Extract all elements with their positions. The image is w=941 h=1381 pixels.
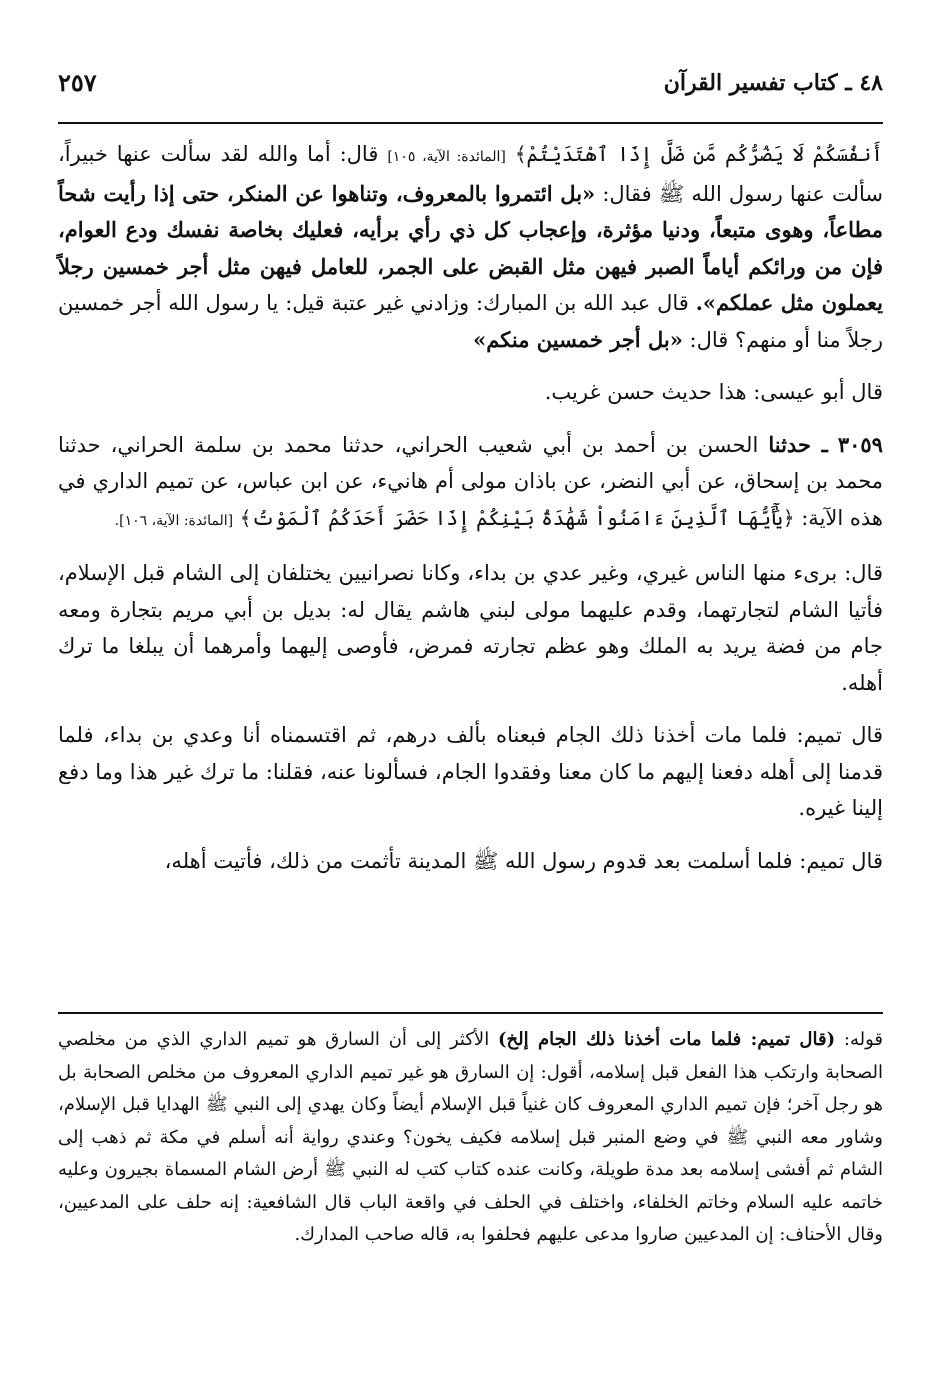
footnote-divider — [58, 1012, 883, 1014]
hadith-number: ٣٠٥٩ — [837, 431, 883, 457]
narration-text: قال عبد الله بن المبارك: وزادني غير عتبة قيل: يا رسول الله أجر خمسين رجلاً منا أو منهم؟ قال: — [58, 291, 883, 352]
prophetic-saying: «بل ائتمروا بالمعروف، وتناهوا عن المنكر، حتى إذا رأيت شحاً مطاعاً، وهوى متبعاً، ودنيا مؤثرة، وإعجاب كل ذي رأي برأيه، فعليك بخاصة نفسك ودع العوام، فإن من ورائكم أياماً الصبر فيهن مثل القبض على الجمر، للعامل فيهن مثل أجر خمسين رجلاً يعملون مثل عملكم». — [58, 180, 883, 315]
footnote — [58, 1024, 883, 1252]
footnote-text: الأكثر إلى أن السارق هو تميم الداري الذي من مخلصي الصحابة وارتكب هذا الفعل قبل إسلامه، أقول: إن السارق هو غير تميم الداري المعروف من مخلص الصحابة بل هو رجل آخر؛ فإن تميم الداري المعروف كان غنياً قبل الإسلام أيضاً وكان يهدي إلى النبي ﷺ الهدايا قبل الإسلام، وشاور معه النبي ﷺ في وضع المنبر قبل إسلامه فكيف يخون؟ وعندي رواية أنه أسلم في مكة ثم ذهب إلى الشام ثم أفشى إسلامه بعد مدة طويلة، وكانت عنده كتاب كتب له النبي ﷺ أرض الشام المسماة بجيرون وعليه خاتمه عليه السلام وخاتم الخلفاء، واختلف في الحلف في واقعة الباب قال الشافعية: إنه حلف على المدعيين، وقال الأحناف: إن المدعيين صاروا مدعى عليهم فحلفوا به، قاله صاحب المدارك. — [58, 1029, 883, 1245]
narration-paragraph: قال تميم: فلما أسلمت بعد قدوم رسول الله ﷺ المدينة تأثمت من ذلك، فأتيت أهله، — [164, 848, 883, 873]
page-number: ٢٥٧ — [58, 68, 97, 97]
footnote-label: قوله: — [843, 1029, 883, 1050]
page-header — [58, 64, 883, 114]
haddathana-label: ـ حدثنا — [768, 431, 828, 457]
verse-reference: [المائدة: الآية، ١٠٥] — [387, 149, 506, 165]
footnote-paragraph — [58, 1024, 883, 1252]
grading-paragraph: قال أبو عيسى: هذا حديث حسن غريب. — [544, 380, 883, 404]
isnad-text: الحسن بن أحمد بن أبي شعيب الحراني، حدثنا محمد بن سلمة الحراني، حدثنا محمد بن إسحاق، عن أبي النضر، عن باذان مولى أم هانيء، عن ابن عباس، عن تميم الداري في هذه الآية: — [58, 432, 883, 530]
running-title: ٤٨ ـ كتاب تفسير القرآن — [663, 70, 883, 96]
header-divider — [58, 122, 883, 124]
paragraph-hadith-3058-continued — [58, 136, 883, 358]
main-text — [58, 136, 883, 893]
narration-text: قال: أما والله لقد سألت عنها خبيراً، سألت عنها رسول الله ﷺ فقال: — [58, 142, 883, 206]
paragraph-hadith-3059 — [58, 427, 883, 540]
quran-verse: أَنفُسَكُمْ لَا يَضُرُّكُم مَّن ضَلَّ إِذَا ٱهْتَدَيْتُمْ﴾ — [514, 142, 883, 166]
quran-verse: ﴿يَٰٓأَيُّهَا ٱلَّذِينَ ءَامَنُواْ شَهَٰدَةُ بَيْنِكُمْ إِذَا حَضَرَ أَحَدَكُمُ ٱلْمَوْتُ﴾ — [239, 505, 795, 530]
narration-paragraph: قال: برىء منها الناس غيري، وغير عدي بن بداء، وكانا نصرانيين يختلفان إلى الشام قبل الإسلام، فأتيا الشام لتجارتهما، وقدم عليهما مولى لبني هاشم يقال له: بديل بن أبي مريم بتجارة ومعه جام من فضة يريد به الملك وهو عظم تجارته فمرض، فأوصى إليهما وأمرهما أن يبلغا ما ترك أهله. — [58, 561, 883, 695]
footnote-quote: (قال تميم: فلما مات أخذنا ذلك الجام إلخ) — [498, 1029, 836, 1050]
prophetic-saying: «بل أجر خمسين منكم» — [473, 326, 683, 352]
verse-reference: [المائدة: الآية، ١٠٦]. — [114, 512, 234, 529]
narration-paragraph: قال تميم: فلما مات أخذنا ذلك الجام فبعناه بألف درهم، ثم اقتسمناه أنا وعدي بن بداء، فلما قدمنا إلى أهله دفعنا إليهم ما كان معنا وفقدوا الجام، فسألونا عنه، فقلنا: ما ترك غير هذا وما دفع إلينا غيره. — [58, 723, 883, 820]
